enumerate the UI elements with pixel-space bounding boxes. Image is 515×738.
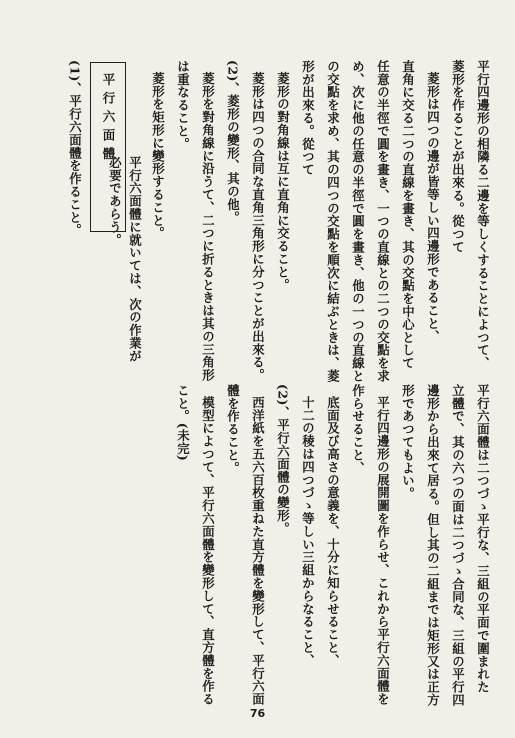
text-column: 形であつてもよい。 bbox=[400, 384, 416, 501]
text-column: は重なること。 bbox=[175, 60, 191, 151]
text-column: 體を作ること。 bbox=[225, 384, 241, 475]
text-column: の交點を求め、其の四つの交點を順次に結ぶときは、菱 bbox=[325, 60, 341, 383]
text-column: 模型によつて、平行六面體を變形して、直方體を作る bbox=[200, 396, 216, 706]
text-column: 平行六面體に就いては、次の作業が bbox=[127, 156, 143, 363]
section-heading-box bbox=[90, 62, 126, 232]
text-column: (2)、菱形の變形、其の他。 bbox=[225, 60, 241, 224]
text-column: 平行六面體は二つづゝ平行な、三組の平面で圍まれた bbox=[475, 384, 491, 694]
text-column: 菱形を矩形に變形すること。 bbox=[150, 72, 166, 240]
text-column: 作らせること、 bbox=[350, 384, 366, 475]
page-number: 76 bbox=[249, 707, 266, 720]
text-column: 平行四邊形の展開圖を作らせ、これから平行六面體を bbox=[375, 396, 391, 706]
text-column: 菱形を作ることが出來る。從つて bbox=[450, 60, 466, 254]
text-column: 必要であらう。 bbox=[107, 156, 123, 247]
text-column: 菱形を對角線に沿うて、二つに折るときは其の三角形 bbox=[200, 72, 216, 382]
text-column: (1)、平行六面體を作ること。 bbox=[67, 60, 83, 237]
text-column: 菱形の對角線は互に直角に交ること。 bbox=[275, 72, 291, 292]
text-column: 直角に交る二つの直線を畫き、其の交點を中心として bbox=[400, 60, 416, 370]
text-column: 邊形から出來て居る。但し其の二組までは矩形又は正方 bbox=[425, 384, 441, 707]
text-column: 菱形は四つの合同な直角三角形に分つことが出來る。 bbox=[250, 72, 266, 382]
text-column: こと。(未完) bbox=[175, 384, 191, 462]
text-column: (2)、平行六面體の變形。 bbox=[275, 384, 291, 535]
text-column: 任意の半徑で圓を畫き、一つの直線との二つの交點を求 bbox=[375, 60, 391, 383]
text-column: 立體で、其の六つの面は二つづゝ合同な、三組の平行四 bbox=[450, 384, 466, 707]
text-column: 菱形は四つの邊が皆等しい四邊形であること、 bbox=[425, 72, 441, 343]
text-column: 西洋紙を五六百枚重ねた直方體を變形して、平行六面 bbox=[250, 396, 266, 706]
text-column: 平行四邊形の相隣る二邊を等しくすることによつて、 bbox=[475, 60, 491, 370]
text-column: め、次に他の任意の半徑で圓を畫き、他の一つの直線と bbox=[350, 60, 366, 383]
section-heading: 平行六面體 bbox=[101, 73, 116, 166]
text-column: 底面及び高さの意義を、十分に知らせること、 bbox=[325, 396, 341, 667]
text-column: 形が出來る。從つて bbox=[300, 60, 316, 177]
text-column: 十二の稜は四つづゝ等しい三組からなること、 bbox=[300, 396, 316, 667]
